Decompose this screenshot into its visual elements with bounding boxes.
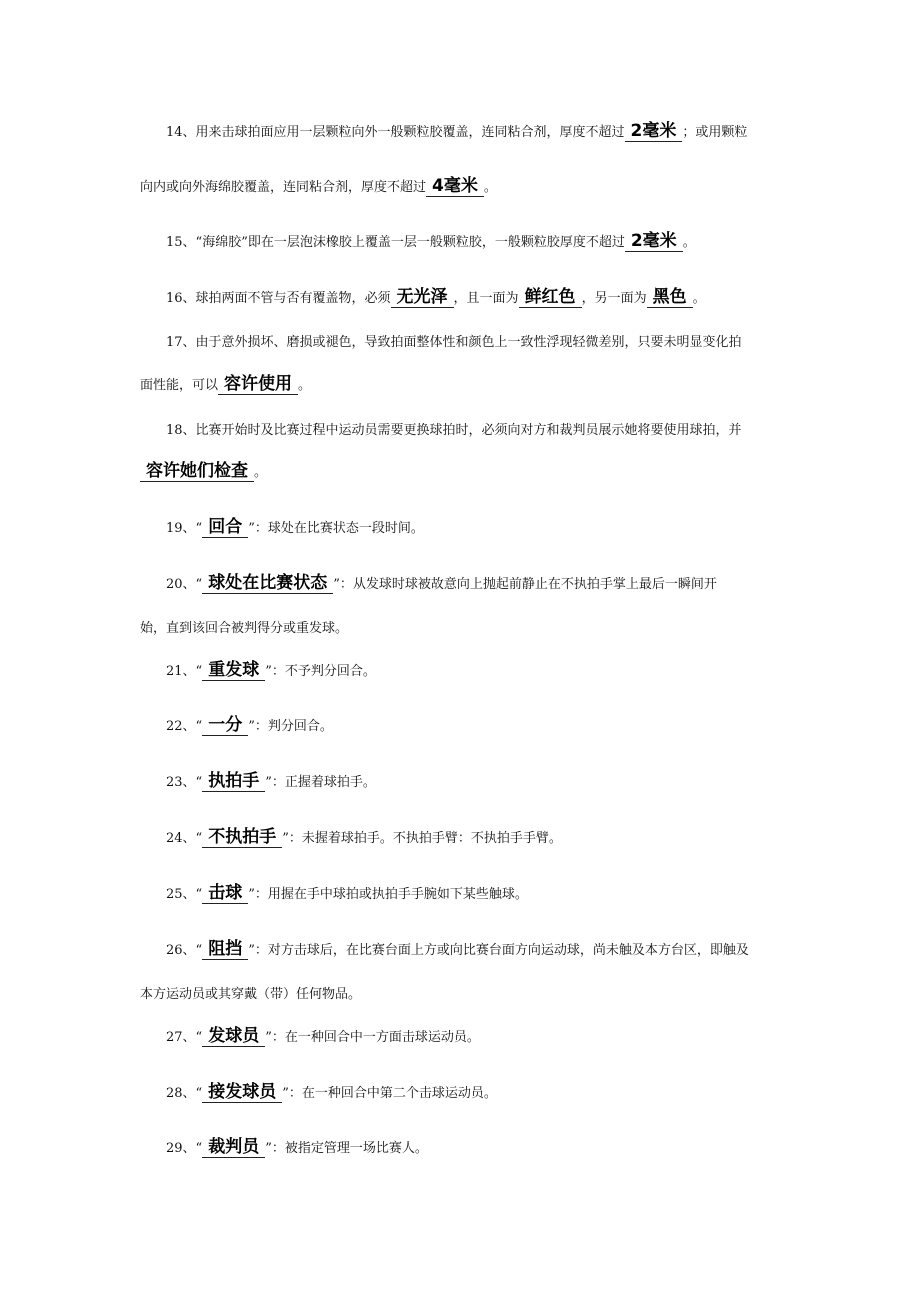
item-21-line-1 xyxy=(166,660,826,682)
text-segment: 。 xyxy=(483,180,497,195)
text-segment: 17、由于意外损坏、磨损或褪色，导致拍面整体性和颜色上一致性浮现轻微差别，只要未明显变化拍 xyxy=(166,335,742,350)
item-14-line-1 xyxy=(166,121,826,143)
answer-blank: 不执拍手 xyxy=(202,827,282,848)
answer-blank: 球处在比赛状态 xyxy=(202,573,333,594)
text-segment: 28、“ xyxy=(166,1086,203,1101)
text-segment: 。 xyxy=(682,235,696,250)
text-segment: 。 xyxy=(692,291,706,306)
text-segment: ；或用颗粒 xyxy=(682,125,748,140)
text-segment: 16、球拍两面不管与否有覆盖物，必须 xyxy=(166,291,391,306)
item-19-line-1 xyxy=(166,517,826,539)
text-segment: 22、“ xyxy=(166,719,203,734)
text-segment: 21、“ xyxy=(166,664,203,679)
item-20-line-1 xyxy=(166,573,826,595)
text-segment: 26、“ xyxy=(166,943,203,958)
item-18-line-2 xyxy=(140,461,800,483)
text-segment: ，另一面为 xyxy=(581,291,647,306)
answer-blank: 2毫米 xyxy=(625,121,683,142)
text-segment: 25、“ xyxy=(166,887,203,902)
answer-blank: 无光泽 xyxy=(391,287,454,308)
text-segment: 24、“ xyxy=(166,831,203,846)
answer-blank: 执拍手 xyxy=(202,771,265,792)
text-segment: 向内或向外海绵胶覆盖，连同粘合剂，厚度不超过 xyxy=(140,180,427,195)
item-28-line-1 xyxy=(166,1082,826,1104)
text-segment: ”：不予判分回合。 xyxy=(265,664,376,679)
text-segment: 始，直到该回合被判得分或重发球。 xyxy=(140,621,349,636)
answer-blank: 阻挡 xyxy=(202,939,248,960)
text-segment: 29、“ xyxy=(166,1141,203,1156)
text-segment: 20、“ xyxy=(166,577,203,592)
text-segment: ”：从发球时球被故意向上抛起前静止在不执拍手掌上最后一瞬间开 xyxy=(333,577,717,592)
text-segment: 19、“ xyxy=(166,521,203,536)
text-segment: 27、“ xyxy=(166,1030,203,1045)
item-27-line-1 xyxy=(166,1026,826,1048)
item-23-line-1 xyxy=(166,771,826,793)
answer-blank: 2毫米 xyxy=(625,231,683,252)
text-segment: 18、比赛开始时及比赛过程中运动员需要更换球拍时，必须向对方和裁判员展示她将要使用球拍，并 xyxy=(166,423,742,438)
item-14-line-2 xyxy=(140,176,800,198)
text-segment: ，且一面为 xyxy=(453,291,519,306)
item-26-line-1 xyxy=(166,939,826,961)
text-segment: 面性能，可以 xyxy=(140,378,219,393)
item-18-line-1 xyxy=(166,421,826,441)
text-segment: ”：被指定管理一场比赛人。 xyxy=(265,1141,428,1156)
text-segment: 15、“海绵胶”即在一层泡沫橡胶上覆盖一层一般颗粒胶，一般颗粒胶厚度不超过 xyxy=(166,235,625,250)
item-16-line-1 xyxy=(166,287,826,309)
text-segment: 。 xyxy=(254,465,268,480)
text-segment: 。 xyxy=(298,378,312,393)
answer-blank: 一分 xyxy=(202,715,248,736)
item-22-line-1 xyxy=(166,715,826,737)
text-segment: ”：正握着球拍手。 xyxy=(265,775,376,790)
item-15-line-1 xyxy=(166,231,826,253)
answer-blank: 回合 xyxy=(202,517,248,538)
text-segment: ”：在一种回合中一方面击球运动员。 xyxy=(265,1030,480,1045)
item-29-line-1 xyxy=(166,1137,826,1159)
answer-blank: 重发球 xyxy=(202,660,265,681)
item-17-line-1 xyxy=(166,333,826,353)
answer-blank: 4毫米 xyxy=(426,176,484,197)
answer-blank: 发球员 xyxy=(202,1026,265,1047)
text-segment: 23、“ xyxy=(166,775,203,790)
answer-blank: 击球 xyxy=(202,883,248,904)
text-segment: ”：在一种回合中第二个击球运动员。 xyxy=(282,1086,497,1101)
text-segment: 本方运动员或其穿戴（带）任何物品。 xyxy=(140,987,362,1002)
text-segment: ”：对方击球后，在比赛台面上方或向比赛台面方向运动球，尚未触及本方台区，即触及 xyxy=(248,943,749,958)
answer-blank: 接发球员 xyxy=(202,1082,282,1103)
text-segment: ”：判分回合。 xyxy=(248,719,333,734)
text-segment: ”：用握在手中球拍或执拍手手腕如下某些触球。 xyxy=(248,887,528,902)
answer-blank: 鲜红色 xyxy=(519,287,582,308)
item-17-line-2 xyxy=(140,374,800,396)
item-20-line-2 xyxy=(140,619,800,639)
answer-blank: 裁判员 xyxy=(202,1137,265,1158)
answer-blank: 黑色 xyxy=(647,287,693,308)
item-24-line-1 xyxy=(166,827,826,849)
item-26-line-2 xyxy=(140,985,800,1005)
text-segment: ”：球处在比赛状态一段时间。 xyxy=(248,521,424,536)
answer-blank: 容许她们检查 xyxy=(140,461,254,482)
item-25-line-1 xyxy=(166,883,826,905)
answer-blank: 容许使用 xyxy=(218,374,298,395)
text-segment: ”：未握着球拍手。不执拍手臂：不执拍手手臂。 xyxy=(282,831,562,846)
text-segment: 14、用来击球拍面应用一层颗粒向外一般颗粒胶覆盖，连同粘合剂，厚度不超过 xyxy=(166,125,625,140)
